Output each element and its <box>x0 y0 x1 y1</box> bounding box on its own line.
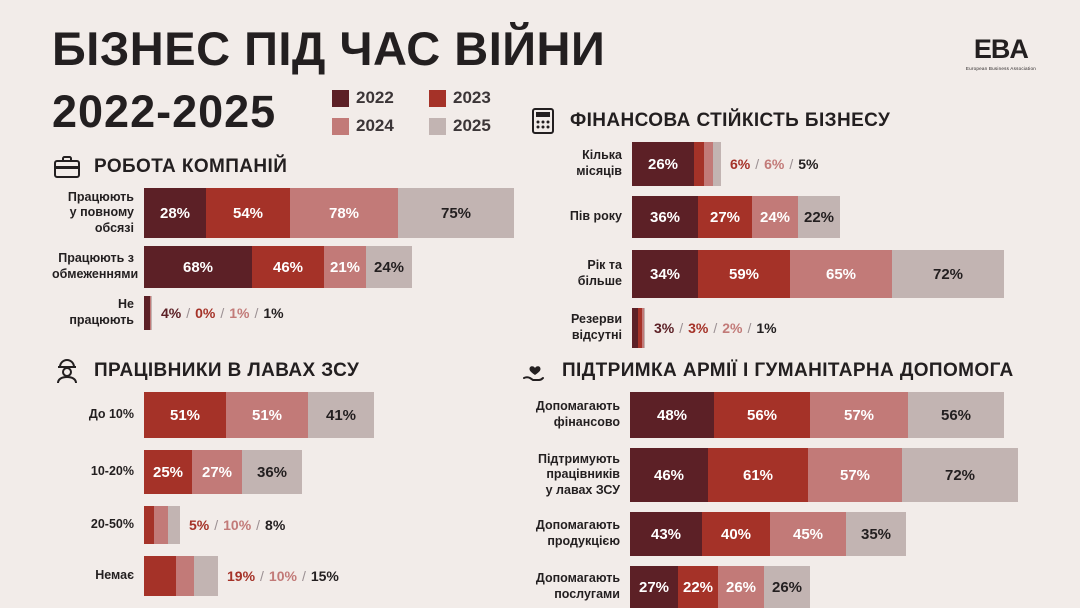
row-label: Рік та більше <box>577 258 622 288</box>
chart-army <box>52 392 522 596</box>
value-2025: 8% <box>265 517 286 533</box>
section-army <box>52 356 522 596</box>
legend-swatch-2025 <box>429 118 446 135</box>
bar-segment-2025: 41% <box>308 392 374 438</box>
section-finance-header <box>528 106 1068 136</box>
legend-swatch-2023 <box>429 90 446 107</box>
hand-heart-icon <box>520 356 550 386</box>
row-bars <box>632 250 1004 298</box>
section-support-title: ПІДТРИМКА АРМІЇ І ГУМАНІТАРНА ДОПОМОГА <box>562 360 1014 381</box>
bar-segment-2022: 26% <box>632 142 694 186</box>
bar-segment-2024: 51% <box>226 392 308 438</box>
row-label: До 10% <box>88 407 134 422</box>
bar-segment-2025: 26% <box>764 566 810 608</box>
row-outside-labels: 4% / 0% / 1% / 1% <box>161 305 284 321</box>
value-2025: 5% <box>798 156 819 172</box>
chart-row <box>52 506 522 544</box>
bar-segment-2022: 28% <box>144 188 206 238</box>
bar-segment-2025: 72% <box>892 250 1004 298</box>
legend-label-2022: 2022 <box>356 88 394 107</box>
bar-segment-2025: 22% <box>798 196 840 238</box>
legend-item-2024 <box>332 116 425 136</box>
bar-segment-2022: 34% <box>632 250 698 298</box>
row-label: Не працюють <box>69 297 134 327</box>
bar-segment-2025: 72% <box>902 448 1018 502</box>
value-2023: 19% <box>227 568 256 584</box>
bar-segment-2025 <box>168 506 180 544</box>
value-2023: 5% <box>189 517 210 533</box>
value-2023: 0% <box>195 305 216 321</box>
chart-row <box>528 142 1068 186</box>
chart-row <box>528 308 1068 348</box>
bar-segment-2025: 24% <box>366 246 412 288</box>
legend-label-2025: 2025 <box>453 116 491 135</box>
bar-segment-2025: 75% <box>398 188 514 238</box>
legend-item-2025 <box>429 116 522 136</box>
chart-row <box>520 392 1068 438</box>
row-outside-labels: 5% / 10% / 8% <box>189 517 286 533</box>
bar-segment-2023: 27% <box>698 196 752 238</box>
value-2024: 2% <box>722 320 743 336</box>
row-label: 10-20% <box>90 464 134 479</box>
bar-segment-2025 <box>194 556 218 596</box>
chart-row <box>52 246 522 288</box>
logo-wordmark: EBA <box>973 34 1028 64</box>
chart-row <box>520 566 1068 608</box>
section-work-title: РОБОТА КОМПАНІЙ <box>94 156 288 177</box>
value-2023: 6% <box>730 156 751 172</box>
bar-segment-2023: 40% <box>702 512 770 556</box>
bar-segment-2025: 36% <box>242 450 302 494</box>
bar-segment-2023 <box>144 556 176 596</box>
bar-segment-2024: 21% <box>324 246 366 288</box>
value-2025: 1% <box>756 320 777 336</box>
legend-swatch-2024 <box>332 118 349 135</box>
bar-segment-2024: 57% <box>810 392 908 438</box>
value-2024: 6% <box>764 156 785 172</box>
value-2024: 1% <box>229 305 250 321</box>
page-subtitle: 2022-2025 <box>52 86 277 137</box>
row-bars <box>630 566 810 608</box>
row-bars <box>144 450 302 494</box>
briefcase-icon <box>52 152 82 182</box>
row-label: Працюють у повному обсязі <box>67 189 134 235</box>
chart-row <box>52 556 522 596</box>
value-2024: 10% <box>268 568 297 584</box>
row-bars <box>632 308 645 348</box>
row-label: Допомагають продукцією <box>535 518 620 548</box>
bar-segment-2024: 65% <box>790 250 892 298</box>
section-army-title: ПРАЦІВНИКИ В ЛАВАХ ЗСУ <box>94 360 360 381</box>
chart-row <box>52 450 522 494</box>
bar-segment-2023: 22% <box>678 566 718 608</box>
legend-item-2022 <box>332 88 425 108</box>
chart-finance <box>528 142 1068 348</box>
eba-logo <box>966 36 1036 71</box>
bar-segment-2024: 24% <box>752 196 798 238</box>
section-support-header <box>520 356 1068 386</box>
row-label: Кілька місяців <box>576 148 622 178</box>
section-finance <box>528 106 1068 348</box>
chart-row <box>52 188 522 238</box>
chart-row <box>520 512 1068 556</box>
chart-support <box>520 392 1068 608</box>
chart-row <box>52 296 522 330</box>
row-bars <box>632 142 721 186</box>
bar-segment-2023 <box>694 142 704 186</box>
section-support <box>520 356 1068 608</box>
chart-row <box>528 196 1068 238</box>
bar-segment-2023 <box>144 506 154 544</box>
value-2023: 3% <box>688 320 709 336</box>
row-label: Пів року <box>569 209 622 224</box>
bar-segment-2022: 48% <box>630 392 714 438</box>
bar-segment-2023: 46% <box>252 246 324 288</box>
bar-segment-2024: 26% <box>718 566 764 608</box>
bar-segment-2022: 43% <box>630 512 702 556</box>
row-outside-labels: 3% / 3% / 2% / 1% <box>654 320 777 336</box>
row-bars <box>144 392 374 438</box>
row-bars <box>144 296 152 330</box>
row-label: Резерви відсутні <box>571 312 622 342</box>
row-label: Допомагають послугами <box>535 571 620 601</box>
legend-label-2024: 2024 <box>356 116 394 135</box>
bar-segment-2022: 36% <box>632 196 698 238</box>
row-label: Немає <box>95 568 134 583</box>
bar-segment-2022: 27% <box>630 566 678 608</box>
section-work-header <box>52 152 522 182</box>
legend-item-2023 <box>429 88 522 108</box>
value-2025: 1% <box>263 305 284 321</box>
section-army-header <box>52 356 522 386</box>
bar-segment-2024: 27% <box>192 450 242 494</box>
row-label: Підтримують працівників у лавах ЗСУ <box>537 451 620 497</box>
value-2025: 15% <box>310 568 339 584</box>
section-work <box>52 152 522 330</box>
legend-label-2023: 2023 <box>453 88 491 107</box>
bar-segment-2023: 61% <box>708 448 808 502</box>
value-2024: 10% <box>223 517 252 533</box>
bar-segment-2023: 56% <box>714 392 810 438</box>
logo-tagline: European Business Association <box>965 66 1036 71</box>
chart-work <box>52 188 522 330</box>
row-label: Працюють з обмеженнями <box>52 251 139 281</box>
row-label: Допомагають фінансово <box>535 399 620 429</box>
soldier-icon <box>52 356 82 386</box>
bar-segment-2023: 59% <box>698 250 790 298</box>
row-bars <box>630 448 1018 502</box>
row-bars <box>630 392 1004 438</box>
row-bars <box>632 196 840 238</box>
bar-segment-2025 <box>713 142 721 186</box>
row-label: 20-50% <box>90 517 134 532</box>
value-2022: 4% <box>161 305 182 321</box>
bar-segment-2024 <box>176 556 194 596</box>
row-bars <box>630 512 906 556</box>
bar-segment-2022: 46% <box>630 448 708 502</box>
row-bars <box>144 506 180 544</box>
bar-segment-2023: 25% <box>144 450 192 494</box>
row-bars <box>144 556 218 596</box>
bar-segment-2024: 45% <box>770 512 846 556</box>
page-title: БІЗНЕС ПІД ЧАС ВІЙНИ <box>52 22 606 75</box>
row-bars <box>144 188 514 238</box>
bar-segment-2025: 56% <box>908 392 1004 438</box>
bar-segment-2024: 78% <box>290 188 398 238</box>
section-finance-title: ФІНАНСОВА СТІЙКІСТЬ БІЗНЕСУ <box>570 110 891 131</box>
bar-segment-2024 <box>154 506 168 544</box>
calculator-icon <box>528 106 558 136</box>
bar-segment-2022: 68% <box>144 246 252 288</box>
chart-row <box>520 448 1068 502</box>
chart-row <box>52 392 522 438</box>
bar-segment-2023: 51% <box>144 392 226 438</box>
bar-segment-2023: 54% <box>206 188 290 238</box>
row-outside-labels: 19% / 10% / 15% <box>227 568 339 584</box>
bar-segment-2025: 35% <box>846 512 906 556</box>
row-outside-labels: 6% / 6% / 5% <box>730 156 819 172</box>
legend <box>332 88 522 136</box>
chart-row <box>528 250 1068 298</box>
value-2022: 3% <box>654 320 675 336</box>
row-bars <box>144 246 412 288</box>
bar-segment-2024 <box>704 142 713 186</box>
legend-swatch-2022 <box>332 90 349 107</box>
bar-segment-2024: 57% <box>808 448 902 502</box>
